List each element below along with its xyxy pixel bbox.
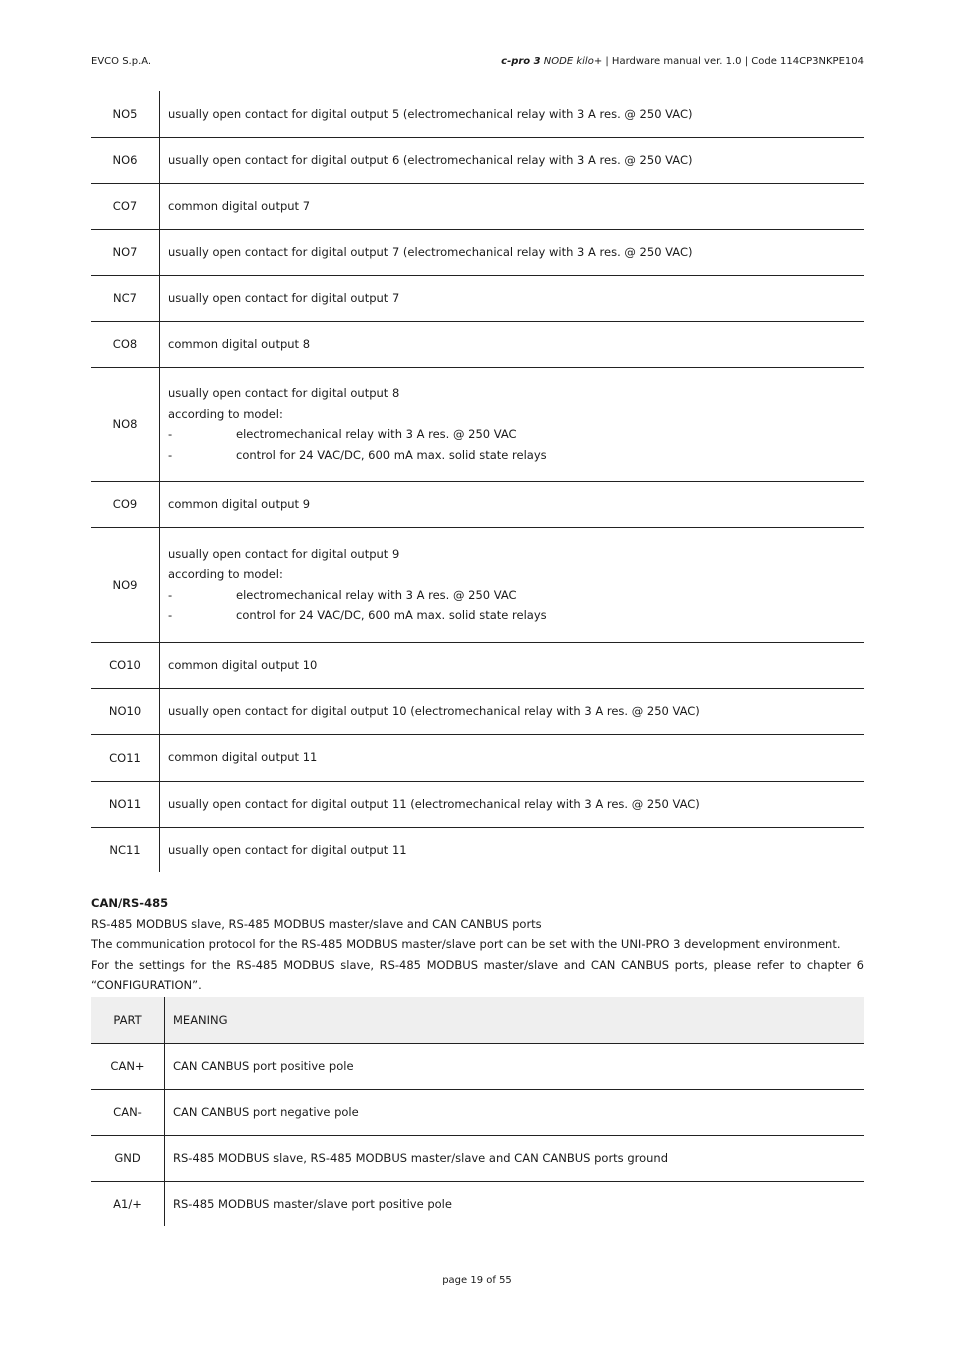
list-item-text: control for 24 VAC/DC, 600 mA max. solid state relays [236, 608, 547, 622]
table-row [91, 1135, 864, 1181]
list-item-text: electromechanical relay with 3 A res. @ 250 VAC [236, 587, 517, 602]
header-doc-info [501, 56, 864, 67]
row-description: CAN CANBUS port negative pole [165, 1089, 865, 1135]
row-description: usually open contact for digital output 7 [160, 275, 865, 321]
row-description: usually open contact for digital output 5 (electromechanical relay with 3 A res. @ 250 VAC) [160, 91, 865, 137]
table-row [91, 91, 864, 137]
section-title: CAN/RS-485 [91, 896, 169, 910]
row-code: NO6 [91, 137, 160, 183]
table-row [91, 642, 864, 688]
row-code: NO9 [91, 527, 160, 642]
table-header-row [91, 997, 864, 1043]
row-description: usually open contact for digital output 11 (electromechanical relay with 3 A res. @ 250 VAC) [160, 781, 865, 827]
row-code: NO7 [91, 229, 160, 275]
table-row [91, 827, 864, 872]
row-description: usually open contact for digital output 6 (electromechanical relay with 3 A res. @ 250 VAC) [160, 137, 865, 183]
description-line: usually open contact for digital output 9 [168, 546, 400, 561]
row-code: CO7 [91, 183, 160, 229]
row-code: NO10 [91, 688, 160, 734]
can-rs485-section [91, 893, 864, 996]
header-manual-info: | Hardware manual ver. 1.0 | Code 114CP3NKPE104 [602, 56, 864, 67]
table-row [91, 275, 864, 321]
row-code: CO9 [91, 481, 160, 527]
row-description: common digital output 8 [160, 321, 865, 367]
header-meaning: MEANING [165, 997, 865, 1043]
list-dash: - [168, 608, 173, 622]
header-product-model: NODE kilo+ [540, 56, 603, 67]
description-line: according to model: [168, 406, 283, 421]
list-dash: - [168, 427, 173, 441]
row-description [160, 367, 865, 481]
row-code: CAN+ [91, 1043, 165, 1089]
can-rs485-table [91, 997, 864, 1226]
table-row [91, 1089, 864, 1135]
row-code: CAN- [91, 1089, 165, 1135]
row-code: NO8 [91, 367, 160, 481]
list-dash: - [168, 587, 173, 602]
table-row [91, 527, 864, 642]
description-line: usually open contact for digital output 8 [168, 386, 400, 400]
digital-outputs-table [91, 91, 864, 872]
description-line: according to model: [168, 567, 283, 581]
table-row [91, 321, 864, 367]
row-description: common digital output 9 [160, 481, 865, 527]
row-description: common digital output 10 [160, 642, 865, 688]
page-number: page 19 of 55 [442, 1275, 512, 1286]
table-row [91, 781, 864, 827]
header-product [501, 56, 602, 67]
row-code: A1/+ [91, 1181, 165, 1226]
section-paragraph: RS-485 MODBUS slave, RS-485 MODBUS master/slave and CAN CANBUS ports [91, 916, 542, 931]
row-code: CO10 [91, 642, 160, 688]
header-product-name: c-pro 3 [501, 56, 541, 67]
list-item [168, 424, 864, 445]
row-code: NC7 [91, 275, 160, 321]
row-description [160, 527, 865, 642]
row-description: CAN CANBUS port positive pole [165, 1043, 865, 1089]
row-code: NC11 [91, 827, 160, 872]
list-item [168, 445, 864, 466]
row-code: NO11 [91, 781, 160, 827]
table-row [91, 734, 864, 781]
row-description: common digital output 11 [160, 734, 865, 781]
row-description: usually open contact for digital output 10 (electromechanical relay with 3 A res. @ 250 VAC) [160, 688, 865, 734]
table-row [91, 1181, 864, 1226]
table-row [91, 229, 864, 275]
section-paragraph: The communication protocol for the RS-485 MODBUS master/slave port can be set with the UNI-PRO 3 development environment. [91, 937, 841, 951]
row-description: common digital output 7 [160, 183, 865, 229]
list-dash: - [168, 447, 173, 462]
table-row [91, 688, 864, 734]
section-paragraph: “CONFIGURATION”. [91, 978, 202, 992]
table-row [91, 367, 864, 481]
row-description: RS-485 MODBUS slave, RS-485 MODBUS master/slave and CAN CANBUS ports ground [165, 1135, 865, 1181]
row-code: CO11 [91, 734, 160, 781]
row-description: usually open contact for digital output 11 [168, 842, 407, 857]
list-item [168, 585, 864, 606]
table-row [91, 137, 864, 183]
row-description: RS-485 MODBUS master/slave port positive pole [173, 1196, 452, 1211]
section-paragraph: For the settings for the RS-485 MODBUS slave, RS-485 MODBUS master/slave and CAN CANBUS ports, please refer to chapter 6 [91, 957, 864, 972]
table-row [91, 481, 864, 527]
list-item-text: electromechanical relay with 3 A res. @ 250 VAC [236, 427, 517, 441]
row-code: CO8 [91, 321, 160, 367]
header-company: EVCO S.p.A. [91, 56, 152, 67]
table-row [91, 1043, 864, 1089]
header-part: PART [91, 997, 165, 1043]
list-item [168, 605, 864, 626]
list-item-text: control for 24 VAC/DC, 600 mA max. solid state relays [236, 447, 547, 462]
row-description: usually open contact for digital output 7 (electromechanical relay with 3 A res. @ 250 VAC) [160, 229, 865, 275]
row-code: GND [91, 1135, 165, 1181]
table-row [91, 183, 864, 229]
row-code: NO5 [91, 91, 160, 137]
